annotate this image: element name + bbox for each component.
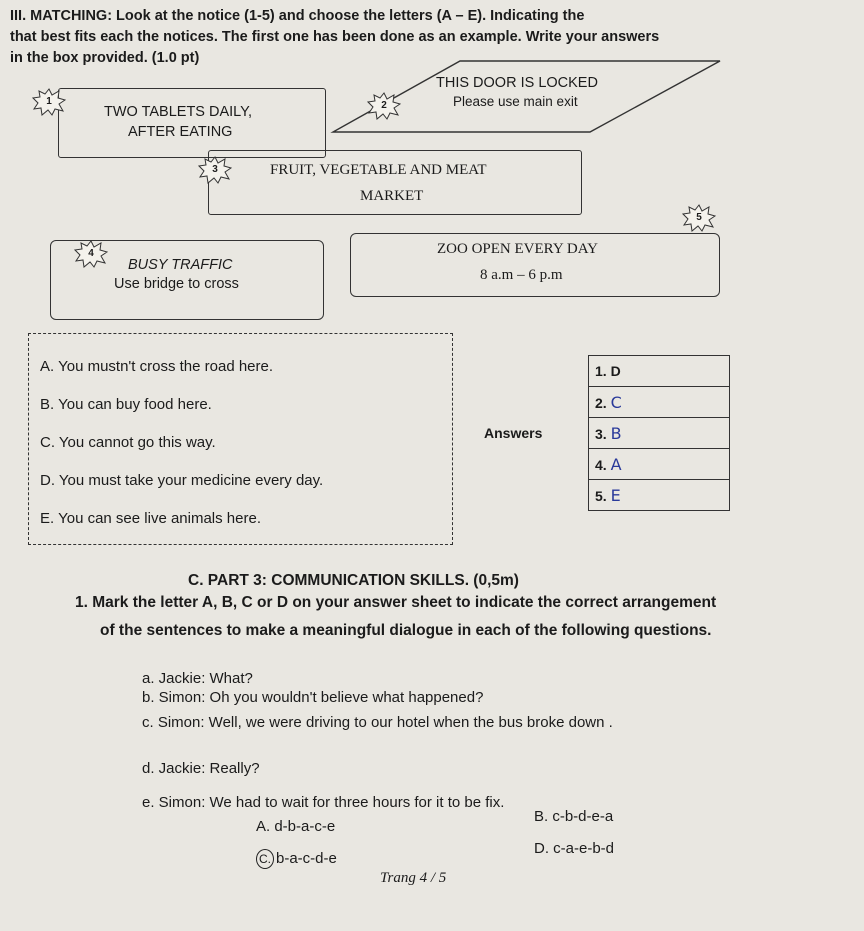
choice-a[interactable]: A. d-b-a-c-e [256, 818, 336, 835]
notice-3-line-1: FRUIT, VEGETABLE AND MEAT [270, 162, 487, 178]
option-c [40, 434, 216, 451]
notice-2-burst-icon [367, 92, 401, 120]
option-c-text: You cannot go this way. [58, 434, 216, 451]
notice-1-box [58, 88, 326, 158]
answer-cell-2[interactable] [589, 387, 730, 418]
choice-c-text: b-a-c-d-e [276, 850, 337, 867]
option-a-letter: A. [40, 358, 55, 375]
notice-4-burst-icon [74, 240, 108, 268]
option-b [40, 396, 212, 413]
notice-4-line-2: Use bridge to cross [114, 276, 239, 292]
answer-cell-4[interactable] [589, 449, 730, 480]
option-a-text: You mustn't cross the road here. [58, 358, 274, 375]
answer-cell-1[interactable] [589, 356, 730, 387]
option-b-text: You can buy food here. [58, 396, 212, 413]
notice-1-number: 1 [46, 96, 52, 107]
answers-table [478, 355, 730, 511]
choice-c-circled-letter [256, 849, 274, 869]
table-row [478, 356, 730, 387]
choice-c-letter: C. [259, 852, 271, 866]
notice-5-number: 5 [696, 212, 702, 223]
answer-value: A [610, 454, 622, 474]
notice-1-burst-icon [32, 88, 66, 116]
dialogue-line-a: a. Jackie: What? [142, 670, 253, 687]
notice-3-number: 3 [212, 164, 218, 175]
answer-value: B [610, 423, 622, 443]
notice-4-number: 4 [88, 248, 94, 259]
option-d-text: You must take your medicine every day. [58, 472, 324, 489]
option-c-letter: C. [40, 434, 55, 451]
options-box-right-edge [452, 333, 453, 545]
option-d-letter: D. [40, 472, 55, 489]
part3-heading: C. PART 3: COMMUNICATION SKILLS. (0,5m) [188, 572, 519, 589]
answers-label: Answers [484, 425, 543, 441]
answer-num: 2. [595, 394, 607, 411]
intro-line-1: III. MATCHING: Look at the notice (1-5) and choose the letters (A – E). Indicating the [10, 8, 585, 24]
answer-num: 4. [595, 456, 607, 473]
answer-value: C [610, 392, 622, 412]
answer-num: 1. [595, 363, 607, 379]
notice-1-line-2: AFTER EATING [128, 124, 233, 140]
notice-3-box [208, 150, 582, 215]
answer-num: 3. [595, 425, 607, 442]
notice-5-line-1: ZOO OPEN EVERY DAY [437, 241, 598, 257]
dialogue-line-d: d. Jackie: Really? [142, 760, 260, 777]
dialogue-line-e: e. Simon: We had to wait for three hours for it to be fix. [142, 794, 505, 811]
notice-3-line-2: MARKET [360, 188, 424, 204]
option-e-text: You can see live animals here. [58, 510, 261, 527]
notice-5-line-2: 8 a.m – 6 p.m [480, 267, 563, 283]
answer-cell-3[interactable] [589, 418, 730, 449]
answer-cell-5[interactable] [589, 480, 730, 511]
answer-value: E [610, 485, 621, 505]
question-1-line-2: of the sentences to make a meaningful dialogue in each of the following questions. [100, 622, 712, 639]
dialogue-line-b: b. Simon: Oh you wouldn't believe what happened? [142, 689, 484, 706]
notice-2-line-1: THIS DOOR IS LOCKED [436, 75, 598, 91]
option-e [40, 510, 261, 527]
notice-4-line-1: BUSY TRAFFIC [128, 257, 233, 273]
notice-3-burst-icon [198, 156, 232, 184]
notice-1-line-1: TWO TABLETS DAILY, [104, 104, 252, 120]
choice-d[interactable]: D. c-a-e-b-d [534, 840, 615, 857]
choice-b[interactable]: B. c-b-d-e-a [534, 808, 614, 825]
question-1-line-1: 1. Mark the letter A, B, C or D on your answer sheet to indicate the correct arrangement [75, 594, 717, 611]
option-a [40, 358, 273, 375]
intro-line-3: in the box provided. (1.0 pt) [10, 50, 200, 66]
notice-2-line-2: Please use main exit [453, 94, 578, 109]
choice-c[interactable] [256, 849, 337, 869]
intro-line-2: that best fits each the notices. The first one has been done as an example. Write your answers [10, 29, 660, 45]
page-number: Trang 4 / 5 [380, 870, 447, 886]
option-d [40, 472, 323, 489]
answer-value: D [610, 363, 621, 379]
option-b-letter: B. [40, 396, 55, 413]
option-e-letter: E. [40, 510, 55, 527]
notice-2-number: 2 [381, 100, 387, 111]
notice-5-burst-icon [682, 204, 716, 232]
dialogue-line-c: c. Simon: Well, we were driving to our hotel when the bus broke down . [142, 714, 613, 731]
answer-num: 5. [595, 487, 607, 504]
